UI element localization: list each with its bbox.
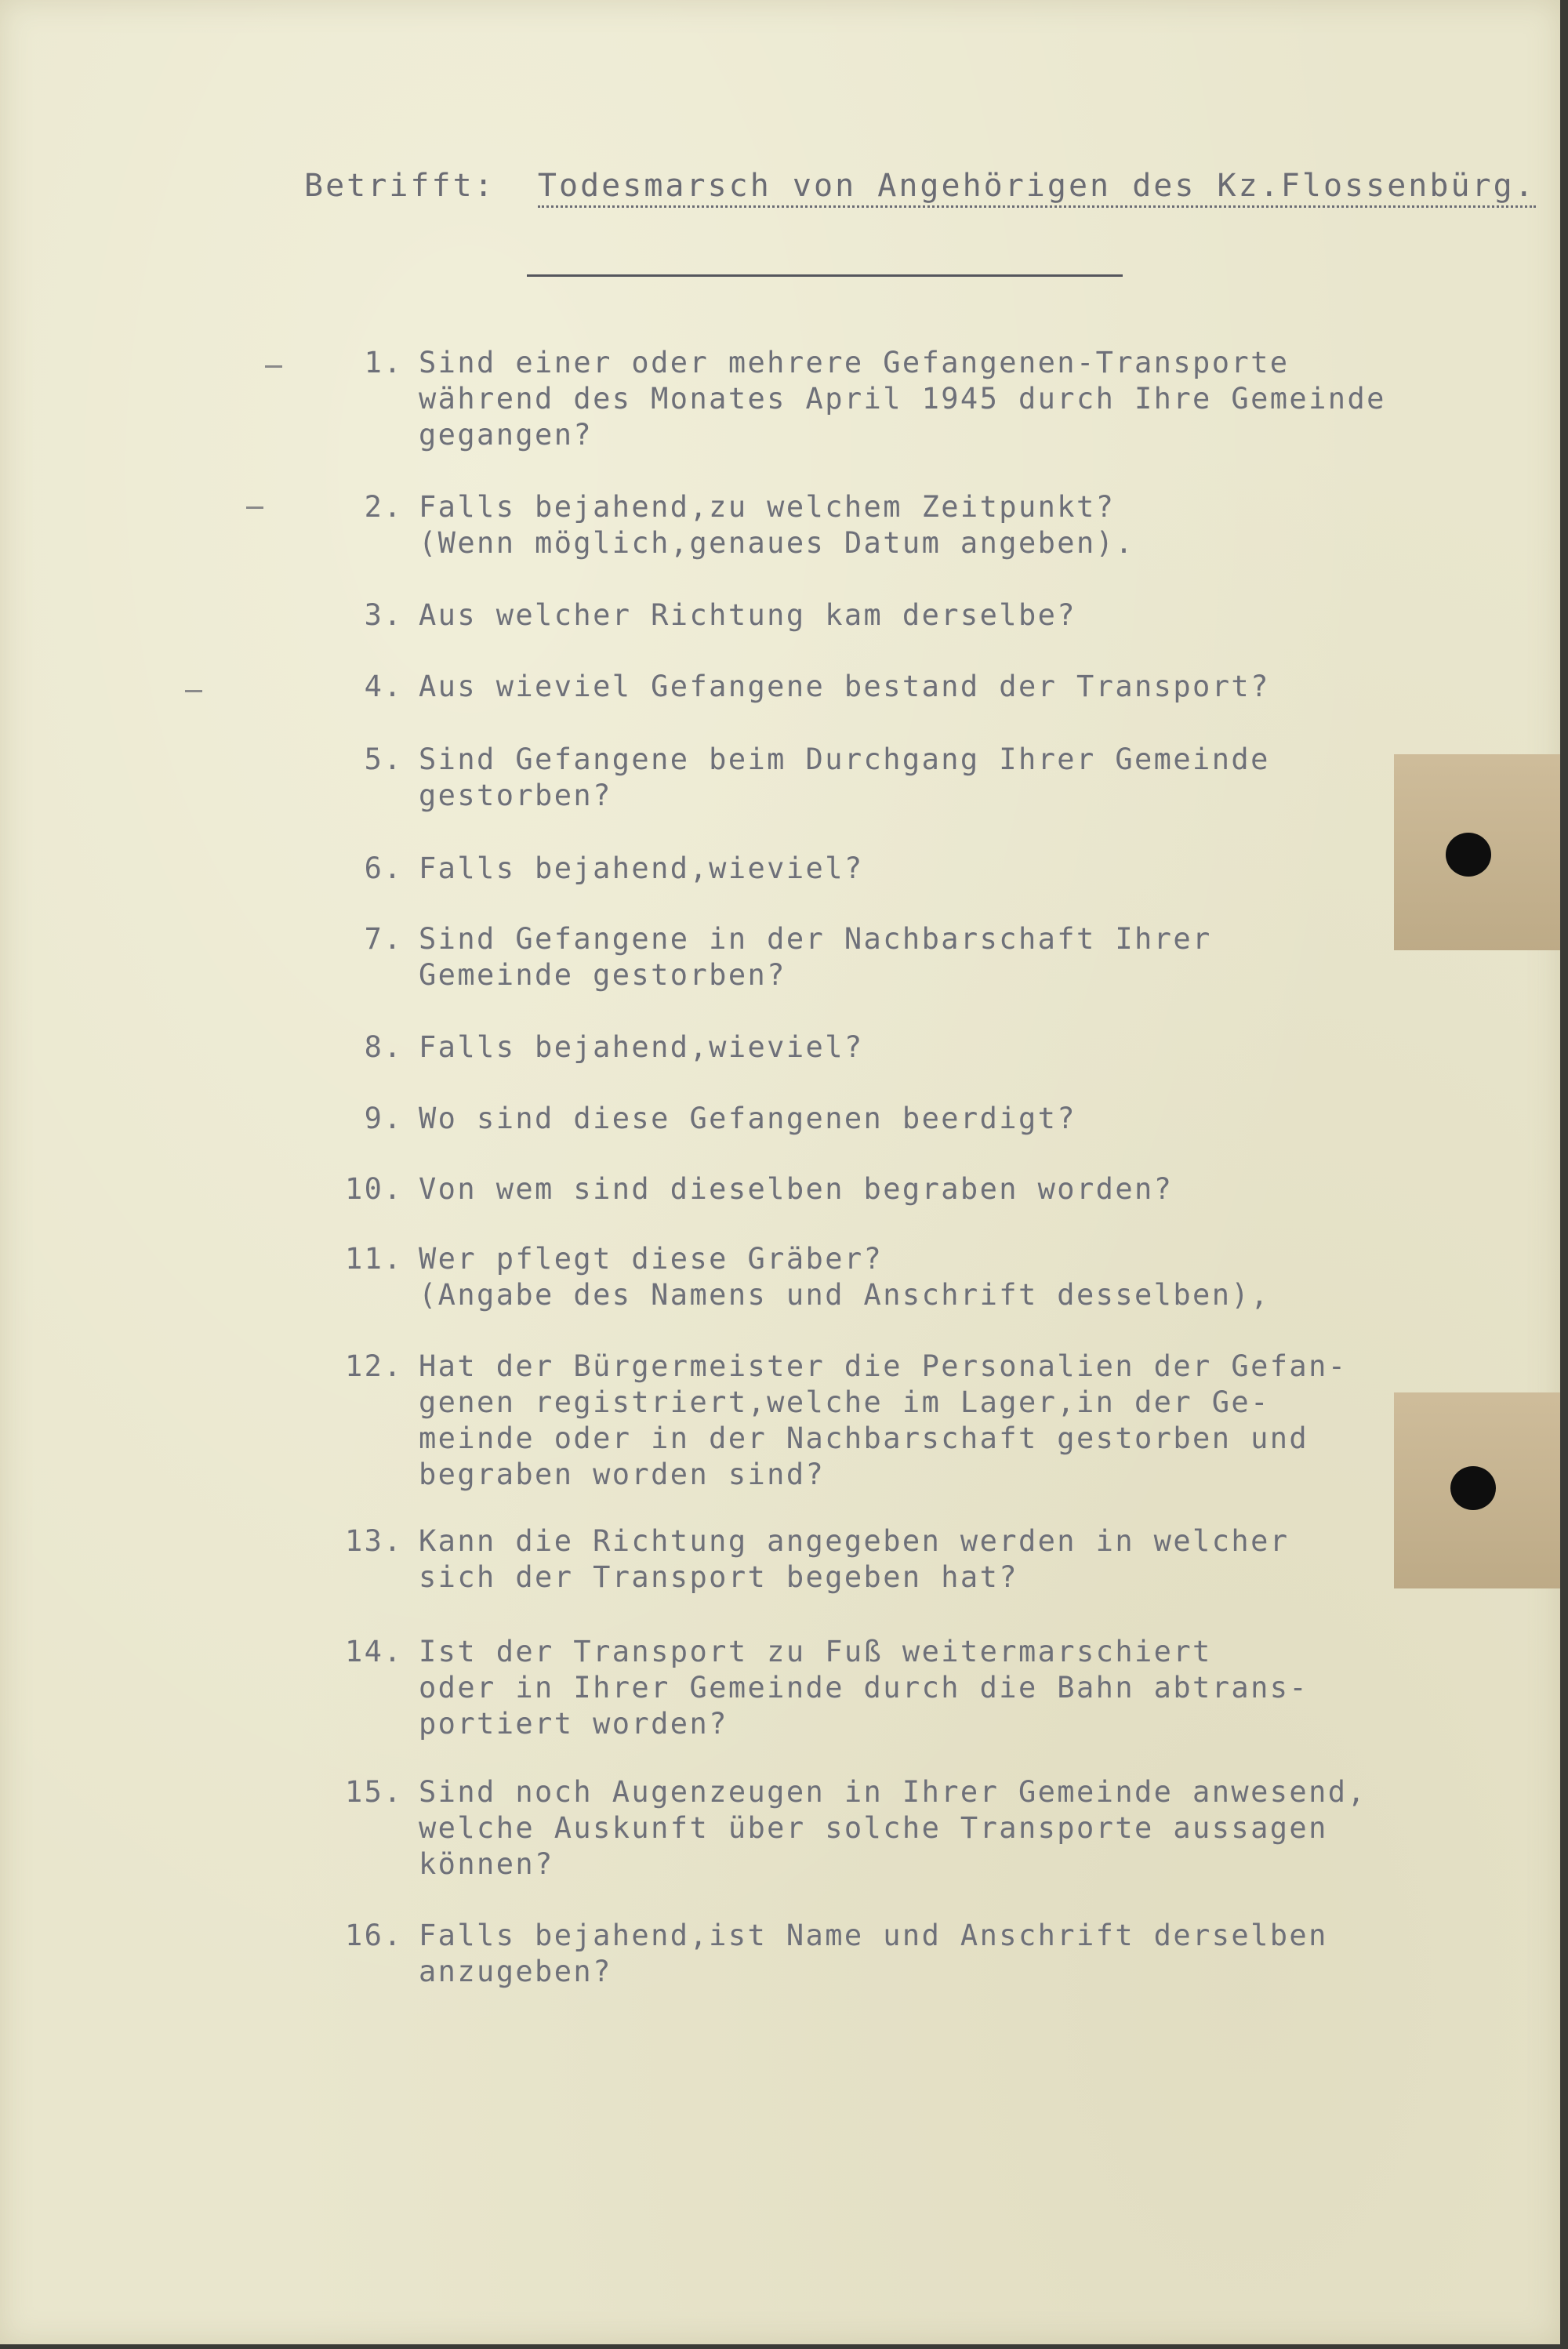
- question-text: Wer pflegt diese Gräber? (Angabe des Namens und Anschrift desselben),: [419, 1242, 1270, 1312]
- question-number: 3.: [364, 598, 403, 632]
- question-item: [306, 1774, 1443, 1882]
- question-text: Aus welcher Richtung kam derselbe?: [419, 598, 1076, 632]
- question-number: 1.: [364, 346, 403, 379]
- subject-line: [304, 168, 1536, 204]
- question-text: Sind einer oder mehrere Gefangenen-Transporte während des Monates April 1945 durch Ihre Gemeinde gegangen?: [419, 346, 1386, 452]
- subject-label: Betrifft:: [304, 168, 495, 204]
- question-number: 4.: [364, 670, 403, 703]
- question-item: [306, 1101, 1443, 1137]
- punch-hole-upper: [1446, 833, 1491, 877]
- question-text: Wo sind diese Gefangenen beerdigt?: [419, 1102, 1076, 1135]
- question-number: 15.: [344, 1775, 403, 1809]
- subject-text: Todesmarsch von Angehörigen des Kz.Flossenbürg.: [538, 168, 1536, 208]
- question-number: 7.: [364, 922, 403, 956]
- question-item: [306, 669, 1443, 705]
- question-number: 11.: [344, 1242, 403, 1276]
- question-item: [306, 1171, 1443, 1207]
- question-item: [306, 597, 1443, 634]
- question-number: 14.: [344, 1635, 403, 1668]
- margin-mark: [265, 365, 282, 368]
- question-text: Von wem sind dieselben begraben worden?: [419, 1172, 1174, 1206]
- question-text: Falls bejahend,wieviel?: [419, 1030, 864, 1064]
- question-text: Kann die Richtung angegeben werden in welcher sich der Transport begeben hat?: [419, 1524, 1290, 1594]
- question-item: [306, 742, 1443, 814]
- question-item: [306, 851, 1443, 887]
- question-item: [306, 489, 1443, 561]
- question-number: 10.: [344, 1172, 403, 1206]
- question-number: 13.: [344, 1524, 403, 1558]
- question-number: 12.: [344, 1349, 403, 1383]
- question-item: [306, 1349, 1443, 1493]
- question-text: Falls bejahend,ist Name und Anschrift derselben anzugeben?: [419, 1919, 1328, 1988]
- punch-hole-lower: [1450, 1466, 1496, 1510]
- question-number: 6.: [364, 851, 403, 885]
- binding-tab-upper: [1394, 754, 1560, 950]
- question-number: 2.: [364, 490, 403, 524]
- question-item: [306, 1523, 1443, 1596]
- question-text: Falls bejahend,zu welchem Zeitpunkt? (Wenn möglich,genaues Datum angeben).: [419, 490, 1135, 560]
- question-number: 5.: [364, 742, 403, 776]
- question-text: Sind Gefangene in der Nachbarschaft Ihrer Gemeinde gestorben?: [419, 922, 1212, 992]
- question-item: [306, 1029, 1443, 1066]
- question-item: [306, 1918, 1443, 1990]
- question-number: 16.: [344, 1919, 403, 1952]
- question-text: Sind Gefangene beim Durchgang Ihrer Gemeinde gestorben?: [419, 742, 1270, 812]
- question-item: [306, 1241, 1443, 1313]
- question-text: Sind noch Augenzeugen in Ihrer Gemeinde anwesend, welche Auskunft über solche Transporte aussagen können?: [419, 1775, 1367, 1881]
- question-number: 9.: [364, 1102, 403, 1135]
- binding-tab-lower: [1394, 1392, 1560, 1588]
- question-item: [306, 345, 1443, 453]
- margin-mark: [246, 506, 263, 509]
- question-item: [306, 921, 1443, 993]
- title-underline-rule: [527, 274, 1123, 277]
- margin-mark: [185, 690, 202, 692]
- question-text: Falls bejahend,wieviel?: [419, 851, 864, 885]
- question-item: [306, 1634, 1443, 1742]
- question-text: Ist der Transport zu Fuß weitermarschiert oder in Ihrer Gemeinde durch die Bahn abtrans- portiert worden?: [419, 1635, 1309, 1741]
- question-text: Hat der Bürgermeister die Personalien der Gefan- genen registriert,welche im Lager,in der Ge- meinde oder in der Nachbarschaft gestorben und begraben worden sind?: [419, 1349, 1348, 1491]
- question-text: Aus wieviel Gefangene bestand der Transport?: [419, 670, 1270, 703]
- question-number: 8.: [364, 1030, 403, 1064]
